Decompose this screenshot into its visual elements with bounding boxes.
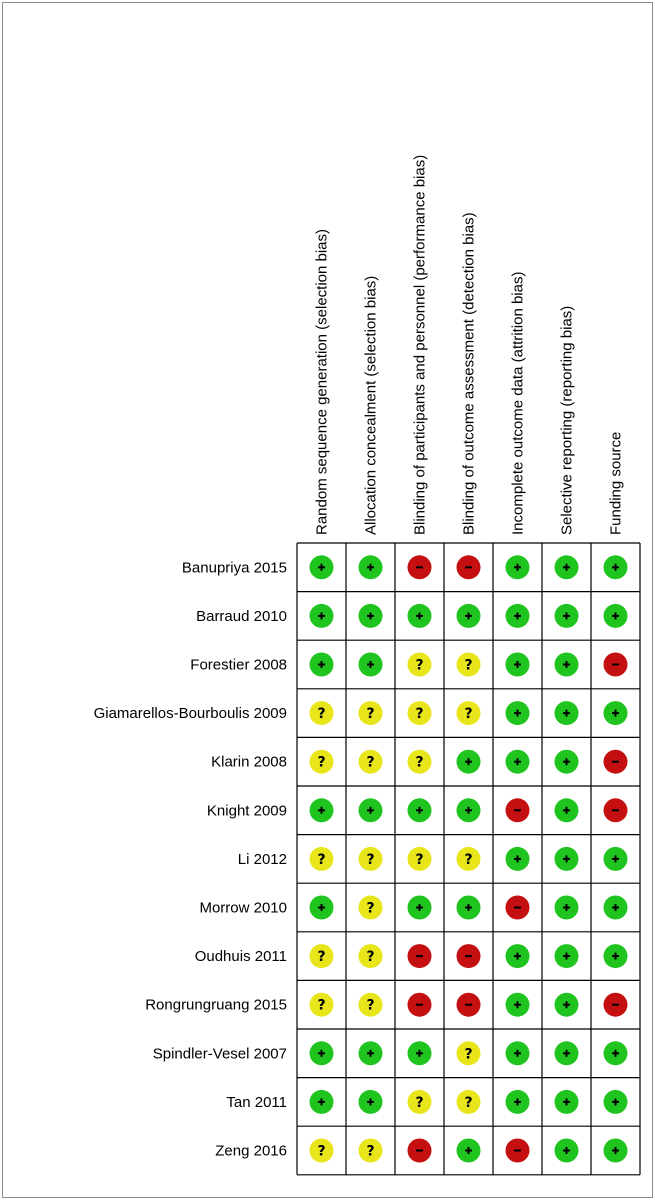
judgement-cell xyxy=(555,555,579,579)
question-icon: ? xyxy=(366,706,375,723)
question-icon: ? xyxy=(464,657,473,674)
judgement-cell xyxy=(359,1090,383,1114)
judgement-cell xyxy=(506,993,530,1017)
study-label: Giamarellos-Bourboulis 2009 xyxy=(93,705,287,723)
column-header: Blinding of participants and personnel (performance bias) xyxy=(411,154,429,535)
judgement-cell xyxy=(457,604,481,628)
judgement-cell xyxy=(604,1139,628,1163)
judgement-cell xyxy=(506,604,530,628)
judgement-cell xyxy=(408,798,432,822)
column-header: Blinding of outcome assessment (detection bias) xyxy=(460,212,478,535)
judgement-cell xyxy=(506,1041,530,1065)
question-icon: ? xyxy=(366,851,375,868)
judgement-cell xyxy=(506,701,530,725)
question-icon: ? xyxy=(317,754,326,771)
judgement-cell xyxy=(604,750,628,774)
judgement-cell xyxy=(457,944,481,968)
judgement-cell xyxy=(506,847,530,871)
question-icon: ? xyxy=(415,851,424,868)
judgement-cell xyxy=(506,750,530,774)
judgement-cell xyxy=(457,798,481,822)
question-icon: ? xyxy=(317,706,326,723)
judgement-cell xyxy=(506,653,530,677)
question-icon: ? xyxy=(317,949,326,966)
judgement-cell xyxy=(555,1139,579,1163)
judgement-cell xyxy=(359,604,383,628)
judgement-cell xyxy=(604,896,628,920)
judgement-cell xyxy=(310,896,334,920)
judgement-cell xyxy=(408,944,432,968)
study-label: Zeng 2016 xyxy=(215,1142,287,1160)
question-icon: ? xyxy=(366,997,375,1014)
judgement-cell xyxy=(555,701,579,725)
judgement-cell xyxy=(604,993,628,1017)
judgement-cell xyxy=(408,1041,432,1065)
judgement-cell xyxy=(408,1090,432,1114)
judgement-cell xyxy=(408,847,432,871)
judgement-cell xyxy=(555,896,579,920)
judgement-cell xyxy=(604,1090,628,1114)
judgement-cell xyxy=(408,1139,432,1163)
judgement-cell xyxy=(555,1041,579,1065)
study-label: Rongrungruang 2015 xyxy=(145,996,287,1014)
judgement-cell xyxy=(555,847,579,871)
study-label: Spindler-Vesel 2007 xyxy=(152,1045,287,1063)
judgement-cell xyxy=(359,896,383,920)
question-icon: ? xyxy=(415,754,424,771)
judgement-cell xyxy=(555,993,579,1017)
judgement-cell xyxy=(604,604,628,628)
question-icon: ? xyxy=(464,706,473,723)
judgement-cell xyxy=(310,555,334,579)
judgement-cell xyxy=(408,701,432,725)
study-label: Banupriya 2015 xyxy=(181,559,287,577)
judgement-cell xyxy=(408,604,432,628)
judgement-cell xyxy=(555,604,579,628)
judgement-cell xyxy=(310,1139,334,1163)
question-icon: ? xyxy=(415,657,424,674)
judgement-cell xyxy=(457,1139,481,1163)
judgement-cell xyxy=(604,653,628,677)
judgement-cell xyxy=(457,555,481,579)
judgement-cell xyxy=(457,993,481,1017)
figure-frame xyxy=(2,2,653,1198)
judgement-cell xyxy=(359,555,383,579)
judgement-cell xyxy=(408,993,432,1017)
column-header: Funding source xyxy=(607,431,625,535)
study-label: Forestier 2008 xyxy=(190,656,287,674)
question-icon: ? xyxy=(366,754,375,771)
judgement-cell xyxy=(555,944,579,968)
column-header: Incomplete outcome data (attrition bias) xyxy=(509,271,527,535)
judgement-cell xyxy=(457,847,481,871)
judgement-cell xyxy=(310,798,334,822)
judgement-cell xyxy=(457,1041,481,1065)
question-icon: ? xyxy=(415,706,424,723)
study-label: Knight 2009 xyxy=(206,802,287,820)
judgement-cell xyxy=(408,555,432,579)
question-icon: ? xyxy=(464,1094,473,1111)
judgement-cell xyxy=(310,653,334,677)
judgement-cell xyxy=(310,993,334,1017)
judgement-cell xyxy=(506,1139,530,1163)
question-icon: ? xyxy=(464,1046,473,1063)
judgement-cell xyxy=(359,944,383,968)
judgement-cell xyxy=(457,896,481,920)
judgement-cell xyxy=(555,750,579,774)
judgement-cell xyxy=(457,701,481,725)
judgement-cell xyxy=(457,750,481,774)
question-icon: ? xyxy=(464,851,473,868)
judgement-cell xyxy=(310,847,334,871)
judgement-cell xyxy=(604,798,628,822)
judgement-cell xyxy=(555,653,579,677)
question-icon: ? xyxy=(317,997,326,1014)
study-label: Klarin 2008 xyxy=(211,753,287,771)
judgement-cell xyxy=(359,701,383,725)
question-icon: ? xyxy=(415,1094,424,1111)
judgement-cell xyxy=(359,847,383,871)
judgement-cell xyxy=(506,944,530,968)
judgement-cell xyxy=(506,1090,530,1114)
judgement-cell xyxy=(555,798,579,822)
question-icon: ? xyxy=(366,1143,375,1160)
judgement-cell xyxy=(604,1041,628,1065)
judgement-cell xyxy=(506,798,530,822)
judgement-cell xyxy=(310,1041,334,1065)
study-label: Li 2012 xyxy=(237,850,287,868)
study-label: Oudhuis 2011 xyxy=(194,948,287,966)
risk-of-bias-table xyxy=(3,3,652,1197)
column-header: Selective reporting (reporting bias) xyxy=(558,305,576,535)
question-icon: ? xyxy=(366,949,375,966)
judgement-cell xyxy=(506,896,530,920)
judgement-cell xyxy=(310,1090,334,1114)
question-icon: ? xyxy=(317,1143,326,1160)
study-label: Barraud 2010 xyxy=(196,607,287,625)
judgement-cell xyxy=(506,555,530,579)
judgement-cell xyxy=(604,944,628,968)
judgement-cell xyxy=(310,944,334,968)
judgement-cell xyxy=(604,555,628,579)
study-label: Morrow 2010 xyxy=(199,899,287,917)
column-header: Allocation concealment (selection bias) xyxy=(362,275,380,535)
question-icon: ? xyxy=(366,900,375,917)
judgement-cell xyxy=(359,750,383,774)
judgement-cell xyxy=(408,653,432,677)
judgement-cell xyxy=(359,653,383,677)
judgement-cell xyxy=(359,1041,383,1065)
judgement-cell xyxy=(604,847,628,871)
judgement-cell xyxy=(310,604,334,628)
judgement-cell xyxy=(555,1090,579,1114)
judgement-cell xyxy=(408,896,432,920)
judgement-cell xyxy=(359,993,383,1017)
question-icon: ? xyxy=(317,851,326,868)
judgement-cell xyxy=(408,750,432,774)
judgement-cell xyxy=(457,1090,481,1114)
judgement-cell xyxy=(604,701,628,725)
study-label: Tan 2011 xyxy=(226,1093,287,1111)
judgement-cell xyxy=(359,798,383,822)
column-header: Random sequence generation (selection bias) xyxy=(313,228,331,535)
judgement-cell xyxy=(310,701,334,725)
judgement-cell xyxy=(457,653,481,677)
judgement-cell xyxy=(310,750,334,774)
judgement-cell xyxy=(359,1139,383,1163)
